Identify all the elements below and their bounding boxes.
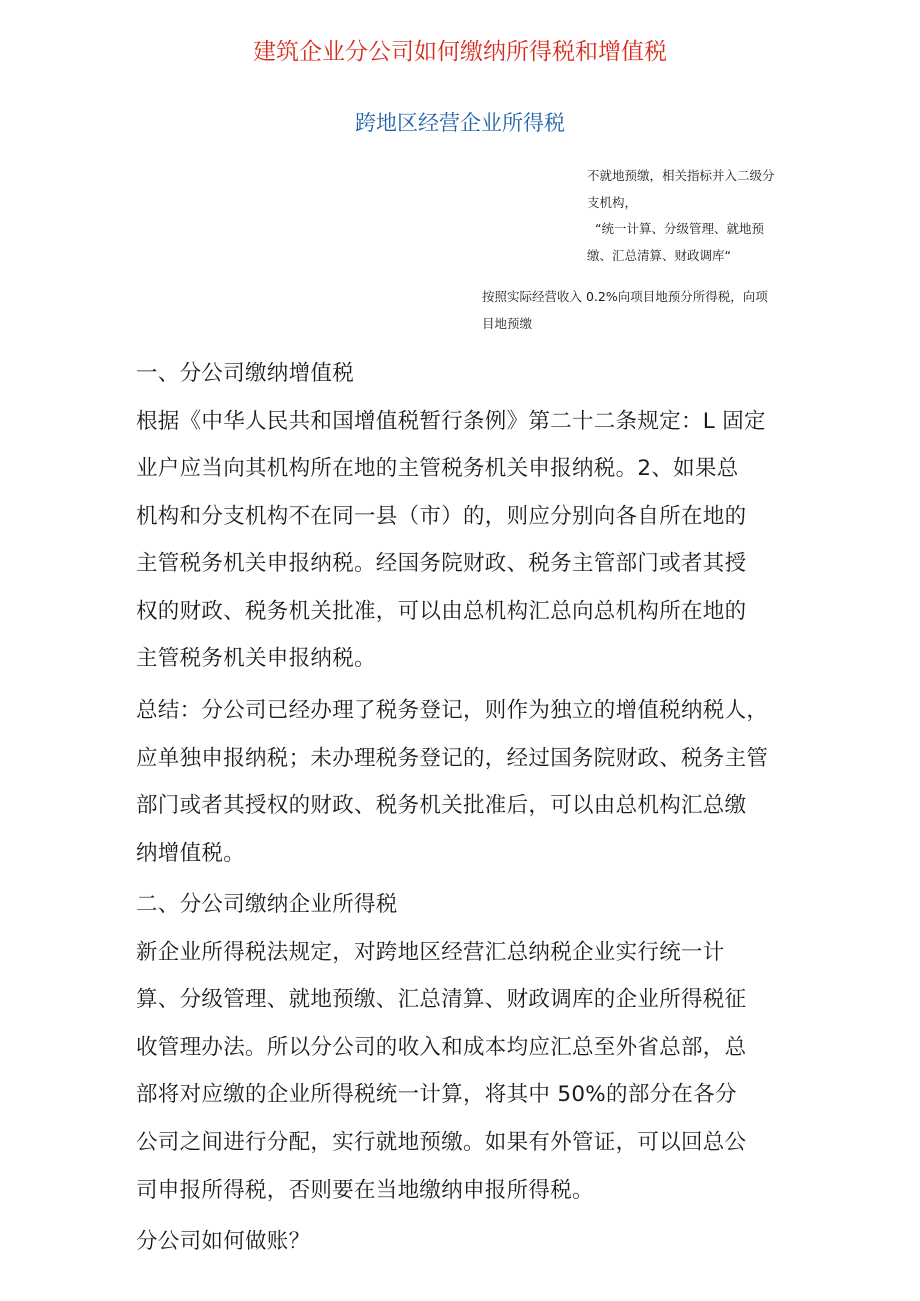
body-line: 权的财政、税务机关批准，可以由总机构汇总向总机构所在地的 (136, 599, 747, 624)
diagram-note: “统一计算、分级管理、就地预 (595, 221, 764, 236)
question-line: 分公司如何做账？ (136, 1229, 311, 1254)
diagram-note: 按照实际经营收入 0.2%向项目地预分所得税，向项 (482, 289, 768, 304)
diagram-note: 缴、汇总清算、财政调库“ (587, 248, 731, 263)
body-line: 主管税务机关申报纳税。 (136, 646, 376, 671)
body-line: 应单独申报纳税；未办理税务登记的，经过国务院财政、税务主管 (136, 746, 769, 771)
body-line: 主管税务机关申报纳税。经国务院财政、税务主管部门或者其授 (136, 551, 747, 576)
body-line: 机构和分支机构不在同一县（市）的，则应分别向各自所在地的 (136, 504, 747, 529)
body-line: 司申报所得税，否则要在当地缴纳申报所得税。 (136, 1178, 594, 1203)
summary-line: 总结：分公司已经办理了税务登记，则作为独立的增值税纳税人， (136, 698, 769, 723)
diagram-note: 支机构， (587, 195, 638, 210)
diagram-heading: 跨地区经营企业所得税 (355, 111, 565, 135)
body-line: 根据《中华人民共和国增值税暂行条例》第二十二条规定：L 固定 (136, 409, 766, 434)
body-line: 纳增值税。 (136, 841, 246, 866)
diagram-note: 不就地预缴，相关指标并入二级分 (587, 168, 775, 183)
body-line: 部将对应缴的企业所得税统一计算，将其中 50%的部分在各分 (136, 1082, 737, 1107)
section-heading-income-tax: 二、分公司缴纳企业所得税 (136, 892, 398, 917)
diagram-note: 目地预缴 (482, 316, 533, 331)
body-line: 业户应当向其机构所在地的主管税务机关申报纳税。2、如果总 (136, 456, 739, 481)
body-line: 算、分级管理、就地预缴、汇总清算、财政调库的企业所得税征 (136, 987, 747, 1012)
section-heading-vat: 一、分公司缴纳增值税 (136, 361, 355, 386)
body-line: 新企业所得税法规定，对跨地区经营汇总纳税企业实行统一计 (136, 940, 725, 965)
document-title: 建筑企业分公司如何缴纳所得税和增值税 (253, 39, 667, 65)
body-line: 公司之间进行分配，实行就地预缴。如果有外管证，可以回总公 (136, 1130, 747, 1155)
body-line: 部门或者其授权的财政、税务机关批准后，可以由总机构汇总缴 (136, 793, 747, 818)
body-line: 收管理办法。所以分公司的收入和成本均应汇总至外省总部，总 (136, 1035, 747, 1060)
